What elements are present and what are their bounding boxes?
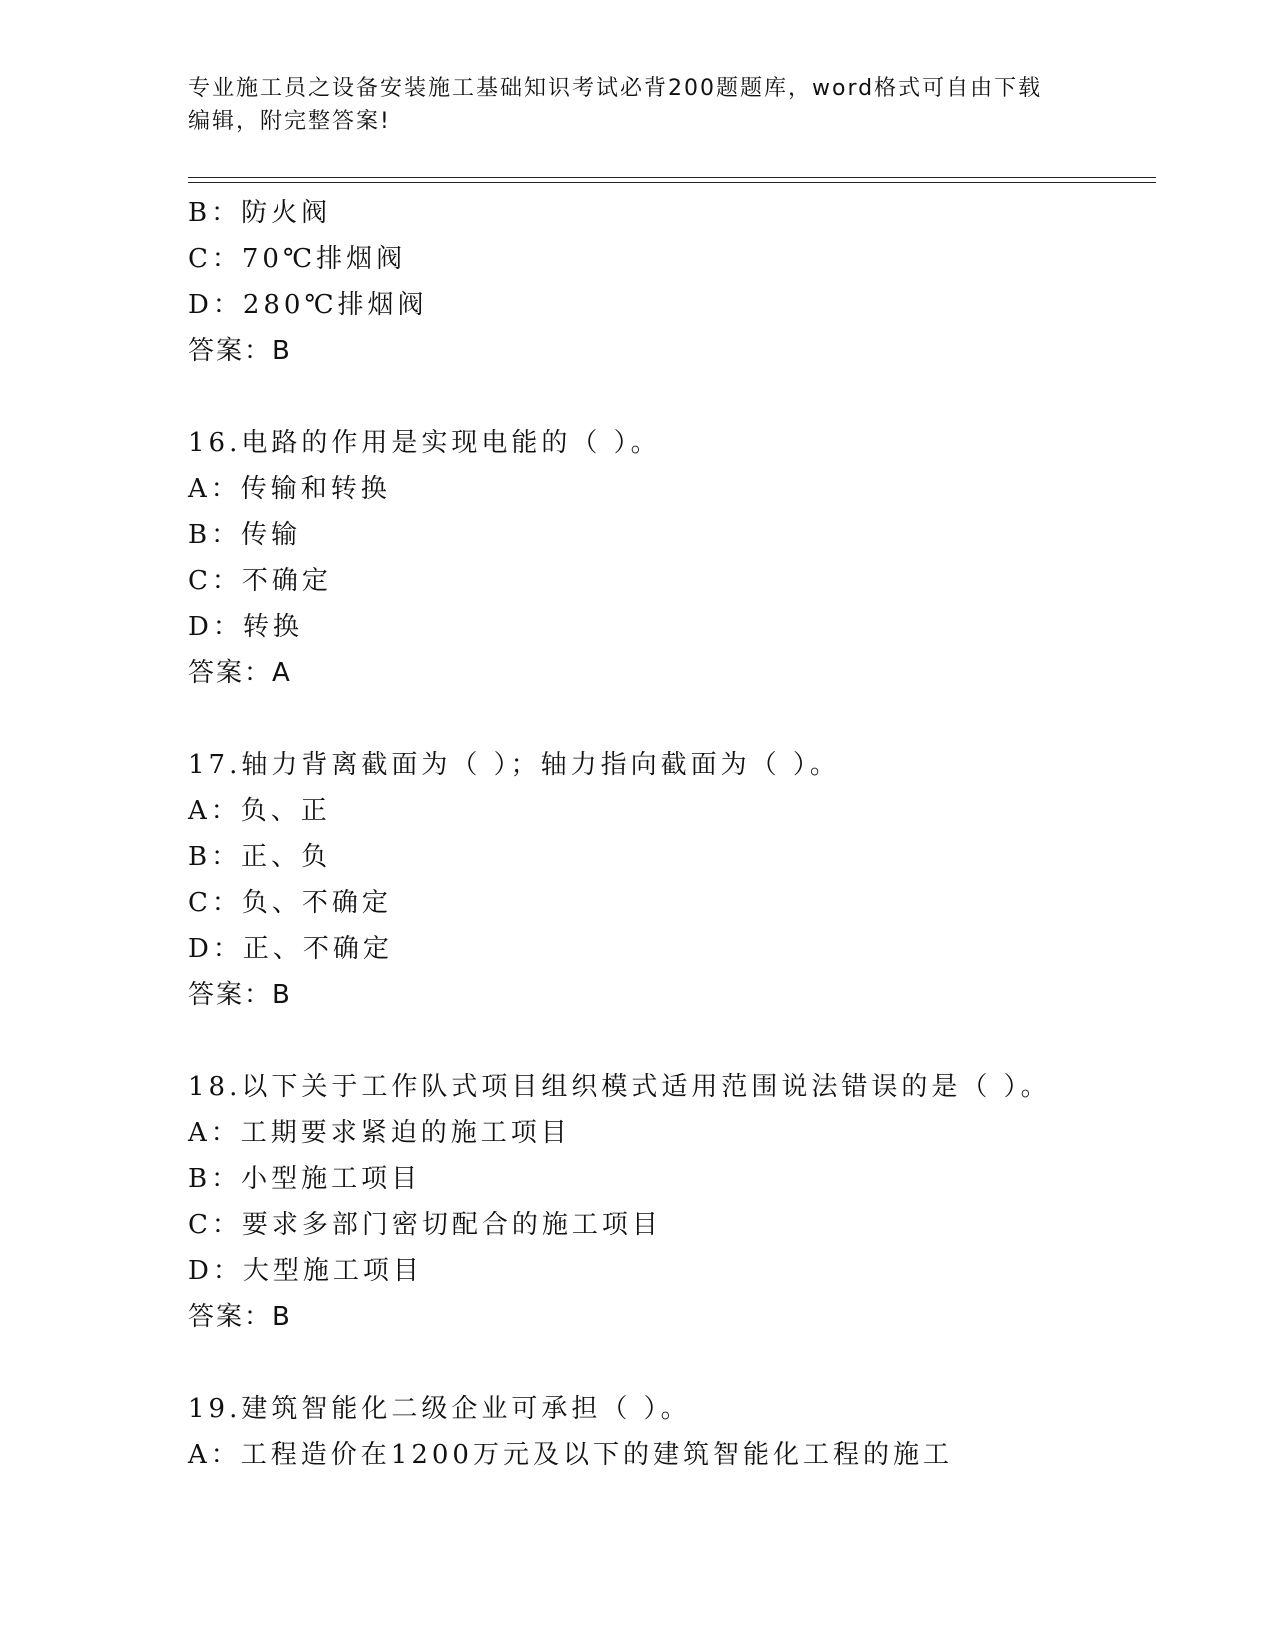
question-text: 19.建筑智能化二级企业可承担（ ）。 xyxy=(188,1394,691,1424)
option-b: B：防火阀 xyxy=(188,198,332,228)
spacer xyxy=(188,374,1156,420)
option-c: C：要求多部门密切配合的施工项目 xyxy=(188,1210,662,1240)
option-c: C：70℃排烟阀 xyxy=(188,244,407,274)
question-block-19 xyxy=(188,1386,1156,1478)
spacer xyxy=(188,696,1156,742)
option-d: D：正、不确定 xyxy=(188,934,393,964)
option-a: A：工程造价在1200万元及以下的建筑智能化工程的施工 xyxy=(188,1440,953,1470)
question-list xyxy=(188,190,1156,1478)
spacer xyxy=(188,1340,1156,1386)
option-a: A：工期要求紧迫的施工项目 xyxy=(188,1118,571,1148)
question-text: 17.轴力背离截面为（ ）；轴力指向截面为（ ）。 xyxy=(188,750,840,780)
answer-line: 答案：B xyxy=(188,336,292,366)
option-c: C：不确定 xyxy=(188,566,332,596)
spacer xyxy=(188,1018,1156,1064)
question-block-15 xyxy=(188,190,1156,374)
question-block-16 xyxy=(188,420,1156,696)
question-text: 18.以下关于工作队式项目组织模式适用范围说法错误的是（ ）。 xyxy=(188,1072,1051,1102)
option-d: D：280℃排烟阀 xyxy=(188,290,428,320)
option-d: D：大型施工项目 xyxy=(188,1256,423,1286)
answer-line: 答案：B xyxy=(188,980,292,1010)
document-header xyxy=(188,72,1088,138)
question-block-18 xyxy=(188,1064,1156,1340)
option-c: C：负、不确定 xyxy=(188,888,392,918)
option-a: A：负、正 xyxy=(188,796,331,826)
header-title-line-2: 编辑，附完整答案! xyxy=(188,109,391,134)
header-divider-top xyxy=(188,177,1156,178)
answer-line: 答案：A xyxy=(188,658,292,688)
answer-line: 答案：B xyxy=(188,1302,292,1332)
option-b: B：传输 xyxy=(188,520,302,550)
option-a: A：传输和转换 xyxy=(188,474,391,504)
header-divider-bottom xyxy=(188,182,1156,183)
header-title-line-1: 专业施工员之设备安装施工基础知识考试必背200题题库，word格式可自由下载 xyxy=(188,76,1043,101)
question-block-17 xyxy=(188,742,1156,1018)
option-b: B：正、负 xyxy=(188,842,332,872)
option-d: D：转换 xyxy=(188,612,303,642)
question-text: 16.电路的作用是实现电能的（ ）。 xyxy=(188,428,661,458)
option-b: B：小型施工项目 xyxy=(188,1164,422,1194)
